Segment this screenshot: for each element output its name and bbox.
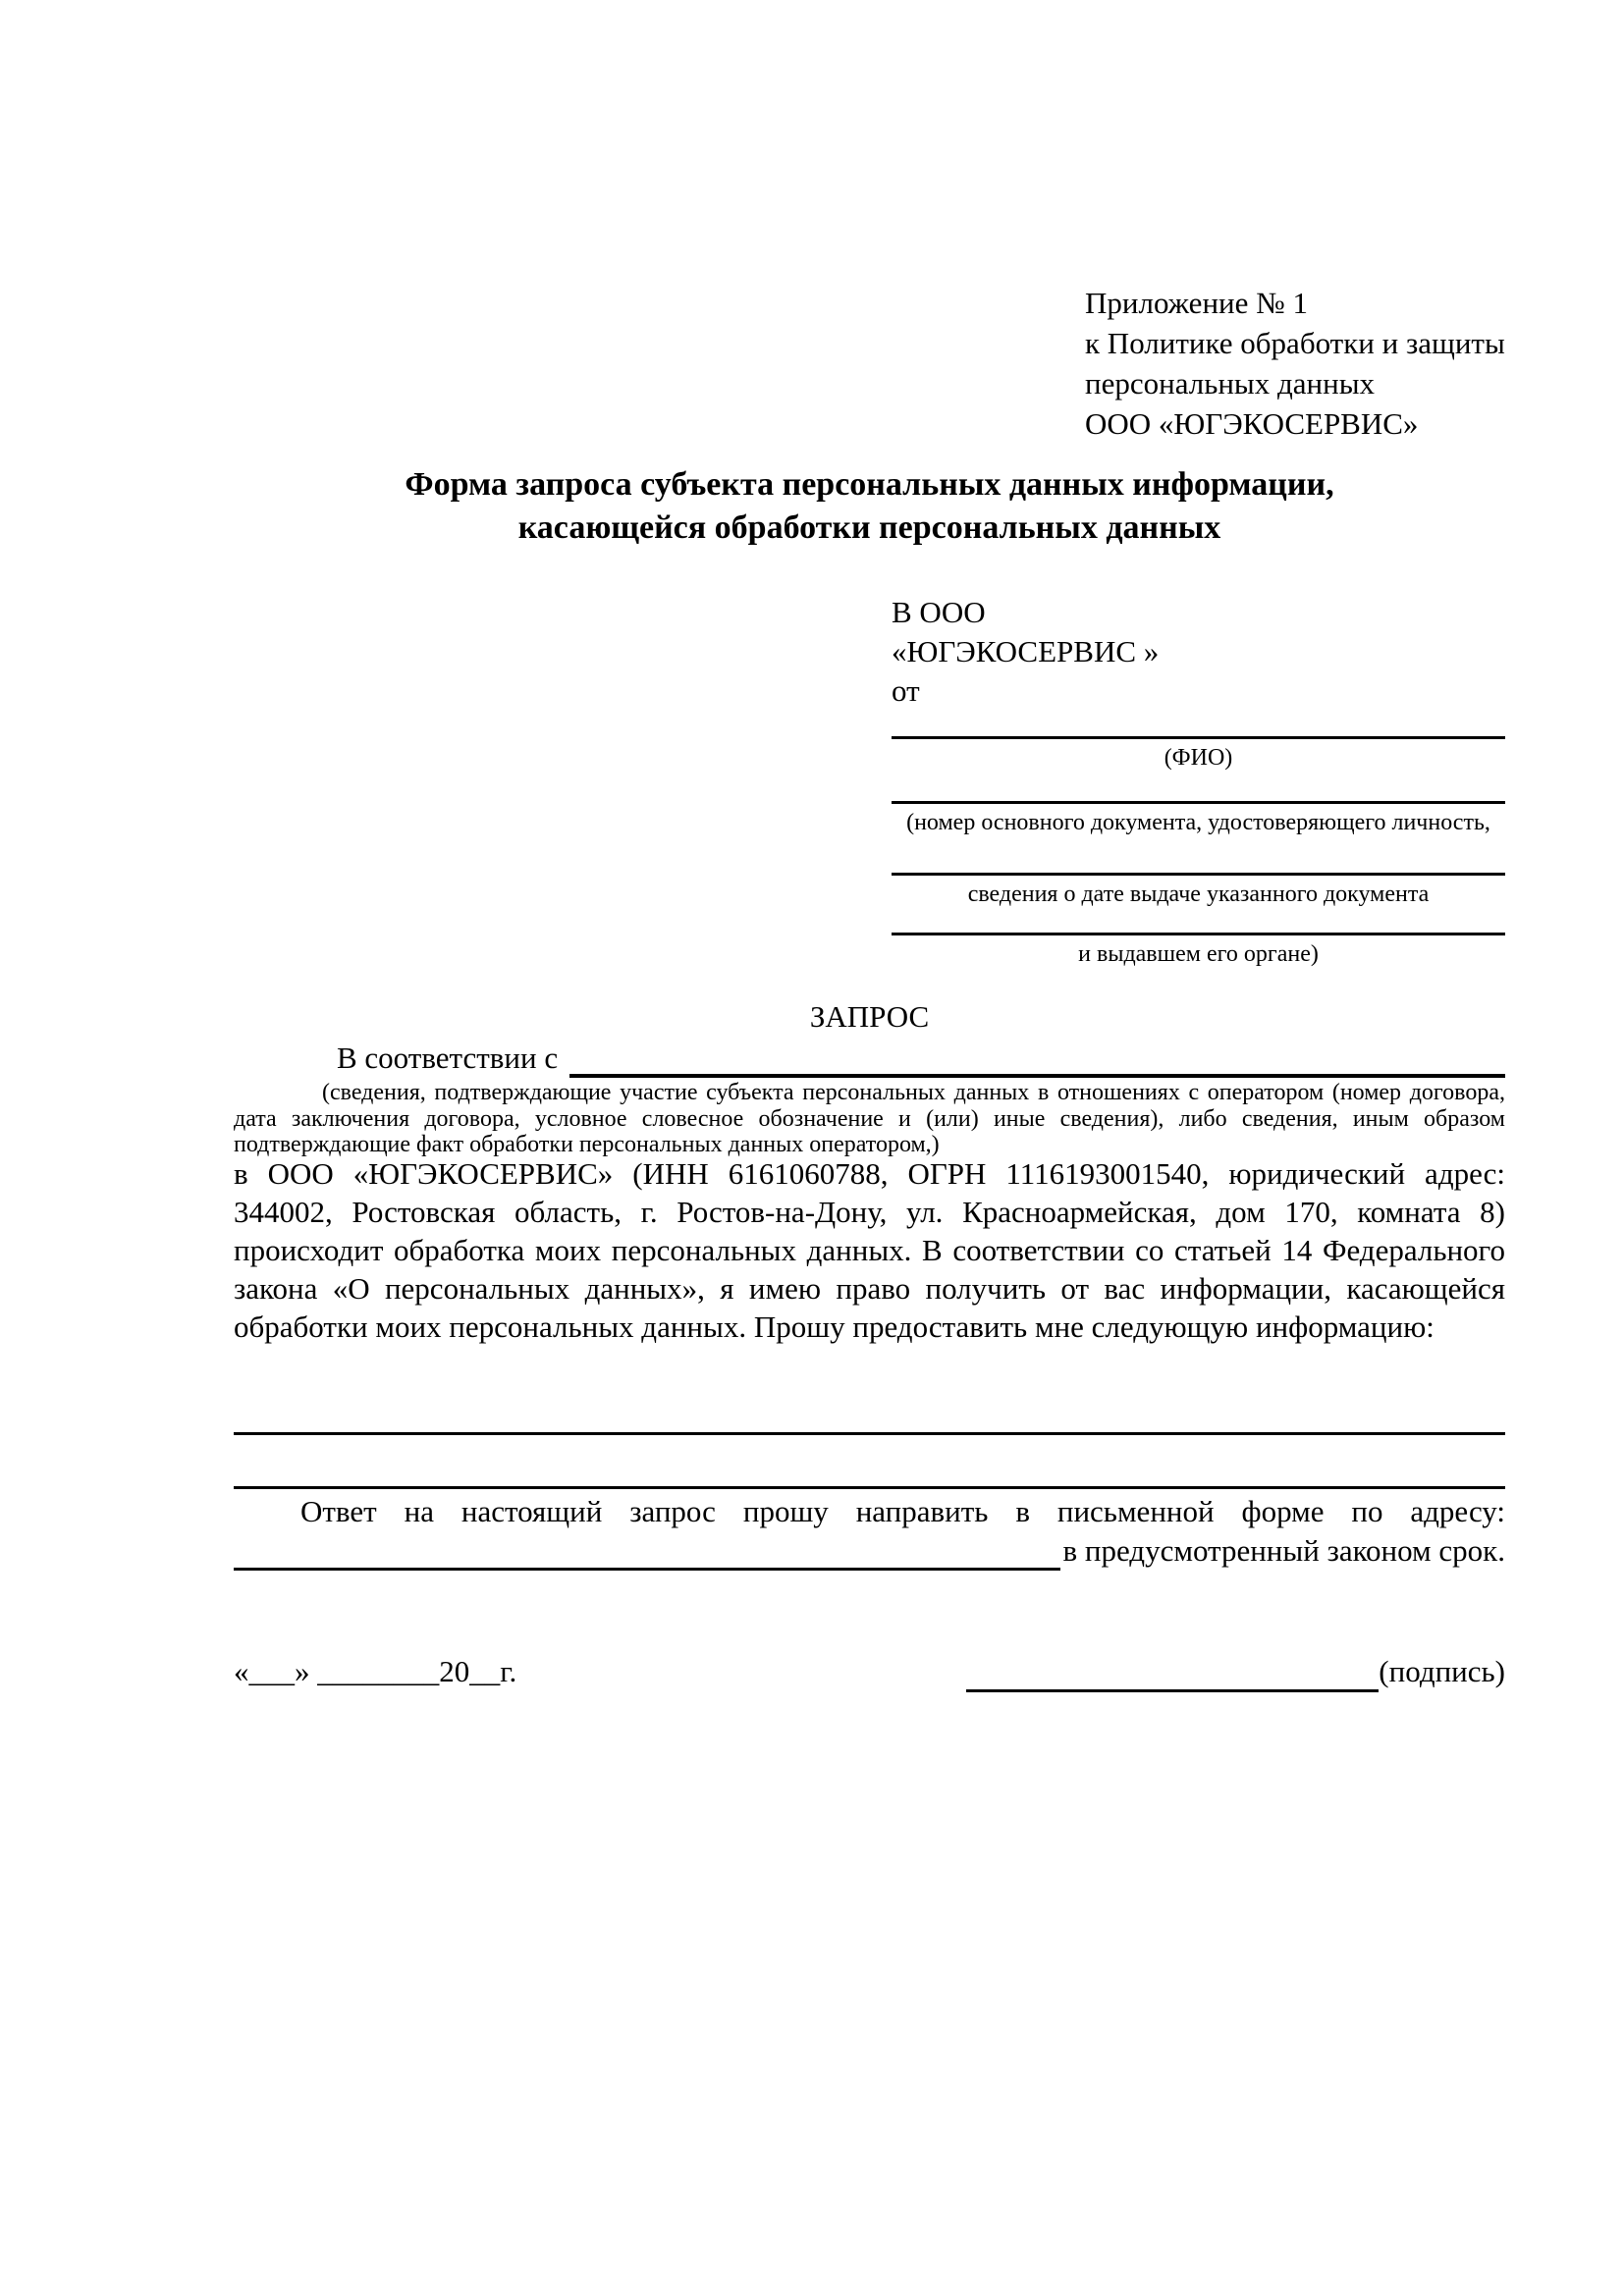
basis-prefix: В соответствии с: [337, 1041, 559, 1075]
signature-area: [966, 1651, 1505, 1692]
fio-blank-line: [892, 711, 1505, 739]
basis-footnote: (сведения, подтверждающие участие субъекта персональных данных в отношениях с оператором (номер договора, дата заключения договора, условное словесное обозначение и (или) иные сведения), либо сведения, иным образом подтверждающие факт обработки персональных данных оператором,): [234, 1080, 1505, 1157]
appendix-line: ООО «ЮГЭКОСЕРВИС»: [1085, 406, 1419, 441]
signing-row: [234, 1651, 1505, 1692]
basis-blank-line: [569, 1039, 1505, 1078]
appendix-line: к Политике обработки и защиты: [1085, 326, 1505, 360]
title-line: Форма запроса субъекта персональных данных информации,: [405, 466, 1334, 503]
addressee-org-line: «ЮГЭКОСЕРВИС »: [892, 634, 1160, 668]
appendix-header: [1085, 283, 1505, 444]
addressee-from-label: от: [892, 673, 920, 708]
reply-request-line: Ответ на настоящий запрос прошу направить в письменной форме по адресу:: [300, 1494, 1505, 1528]
request-body: в ООО «ЮГЭКОСЕРВИС» (ИНН 6161060788, ОГРН 1116193001540, юридический адрес: 344002, Ростовская область, г. Ростов-на-Дону, ул. Красноармейская, дом 170, комната 8) происходит обработка моих персональных данных. В соответствии со статьей 14 Федерального закона «О персональных данных», я имею право получить от вас информации, касающейся обработки моих персональных данных. Прошу предоставить мне следующую информацию:: [234, 1156, 1505, 1344]
fio-caption: (ФИО): [1164, 745, 1233, 771]
doc-number-blank-line: [892, 801, 1505, 804]
title-line: касающейся обработки персональных данных: [517, 509, 1221, 546]
signature-caption: (подпись): [1379, 1654, 1505, 1688]
addressee-block: [892, 593, 1505, 969]
reply-suffix: в предусмотренный законом срок.: [1062, 1533, 1505, 1568]
info-blank-line-1: [234, 1432, 1505, 1435]
issue-date-caption: сведения о дате выдаче указанного документа: [967, 881, 1430, 907]
appendix-line: персональных данных: [1085, 366, 1376, 400]
date-template: «___» ________20__г.: [234, 1654, 517, 1688]
info-blank-line-2: [234, 1486, 1505, 1489]
basis-intro: [234, 1039, 1505, 1078]
reply-address-row: [234, 1531, 1505, 1571]
issue-date-blank-line: [892, 873, 1505, 876]
appendix-line: Приложение № 1: [1085, 286, 1308, 320]
address-blank-line: [234, 1532, 1060, 1571]
issuer-blank-line: [892, 933, 1505, 935]
document-title: [234, 463, 1505, 550]
signature-blank-line: [966, 1652, 1379, 1692]
request-heading: ЗАПРОС: [809, 999, 930, 1034]
doc-number-caption: (номер основного документа, удостоверяющего личность,: [906, 810, 1490, 835]
addressee-org-line: В ООО: [892, 595, 986, 629]
issuer-caption: и выдавшем его органе): [1078, 941, 1319, 967]
